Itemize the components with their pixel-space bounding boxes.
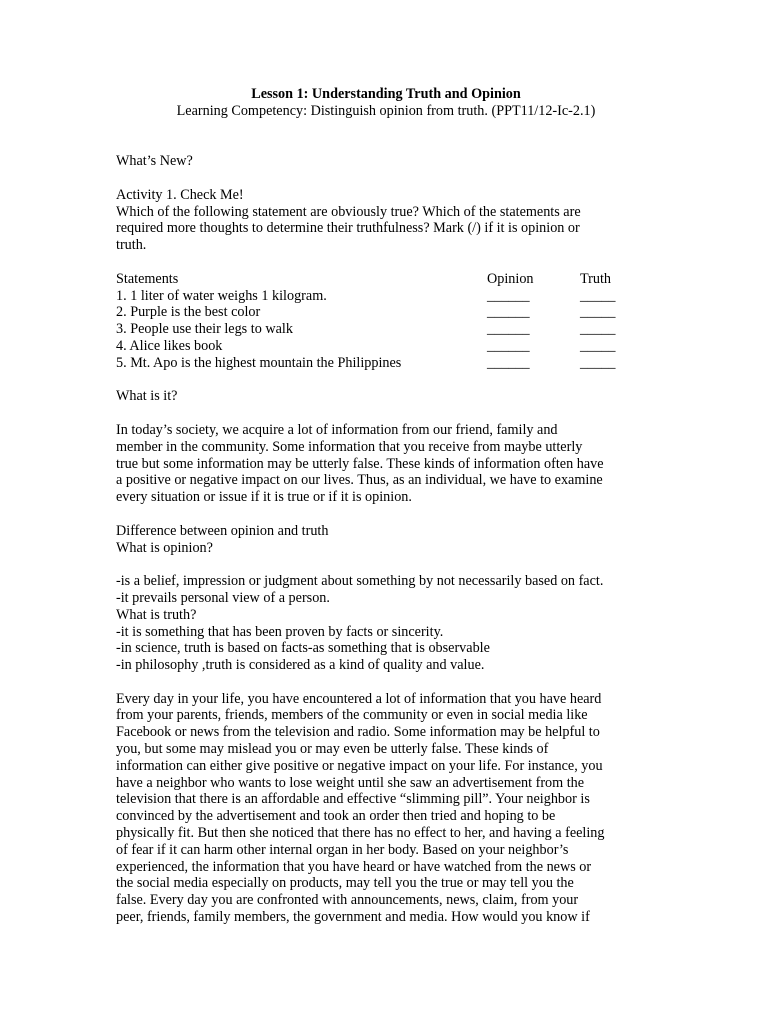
paragraph-line: have a neighbor who wants to lose weight until she saw an advertisement from the (116, 774, 585, 791)
opinion-blank: ______ (487, 354, 530, 371)
statement-text: 1. 1 liter of water weighs 1 kilogram. (116, 287, 327, 304)
statement-text: 4. Alice likes book (116, 337, 223, 354)
lesson-title: Lesson 1: Understanding Truth and Opinion (251, 86, 521, 102)
table-row (116, 304, 656, 321)
opinion-blank: ______ (487, 337, 530, 354)
table-row (116, 321, 656, 338)
table-row (116, 338, 656, 355)
learning-competency: Learning Competency: Distinguish opinion from truth. (PPT11/12-Ic-2.1) (176, 102, 596, 119)
paragraph-line: every situation or issue if it is true or if it is opinion. (116, 489, 412, 506)
truth-blank: _____ (580, 287, 616, 304)
opinion-blank: ______ (487, 287, 530, 304)
truth-blank: _____ (580, 304, 616, 321)
paragraph-line: physically fit. But then she noticed that there has no effect to her, and having a feeling (116, 825, 605, 842)
paragraph-line: the social media especially on products, may tell you the true or may tell you the (116, 875, 574, 892)
document-content (116, 86, 656, 926)
paragraph-line: television that there is an affordable and effective “slimming pill”. Your neighbor is (116, 791, 590, 808)
paragraph-line: of fear if it can harm other internal organ in her body. Based on your neighbor’s (116, 841, 569, 858)
opinion-question: What is opinion? (116, 539, 213, 556)
paragraph-line: member in the community. Some information that you receive from maybe utterly (116, 438, 583, 455)
truth-blank: _____ (580, 354, 616, 371)
paragraph-line: experienced, the information that you have heard or have watched from the news or (116, 858, 592, 875)
paragraph-line: information can either give positive or negative impact on your life. For instance, you (116, 757, 603, 774)
opinion-blank: ______ (487, 321, 530, 338)
paragraph-line: a positive or negative impact on our lives. Thus, as an individual, we have to examine (116, 472, 603, 489)
truth-question: What is truth? (116, 606, 197, 623)
statement-text: 5. Mt. Apo is the highest mountain the Philippines (116, 354, 402, 371)
activity-title: Activity 1. Check Me! (116, 186, 244, 203)
difference-heading: Difference between opinion and truth (116, 522, 329, 539)
paragraph-line: true but some information may be utterly false. These kinds of information often have (116, 455, 604, 472)
table-row (116, 288, 656, 305)
statement-text: 2. Purple is the best color (116, 304, 261, 321)
opinion-point: -is a belief, impression or judgment about something by not necessarily based on fact. (116, 573, 604, 590)
table-row (116, 355, 656, 372)
instruction-line: truth. (116, 237, 147, 254)
instruction-line: required more thoughts to determine their truthfulness? Mark (/) if it is opinion or (116, 220, 580, 237)
paragraph-line: from your parents, friends, members of the community or even in social media like (116, 707, 588, 724)
opinion-blank: ______ (487, 304, 530, 321)
truth-point: -it is something that has been proven by facts or sincerity. (116, 623, 444, 640)
paragraph-line: Every day in your life, you have encountered a lot of information that you have heard (116, 690, 602, 707)
paragraph-line: peer, friends, family members, the government and media. How would you know if (116, 909, 590, 926)
truth-header: Truth (580, 270, 612, 287)
opinion-header: Opinion (487, 270, 534, 287)
truth-point: -in philosophy ,truth is considered as a kind of quality and value. (116, 657, 485, 674)
truth-blank: _____ (580, 321, 616, 338)
paragraph-line: false. Every day you are confronted with announcements, news, claim, from your (116, 892, 579, 909)
truth-point: -in science, truth is based on facts-as something that is observable (116, 640, 490, 657)
statements-header: Statements (116, 270, 179, 287)
truth-blank: _____ (580, 337, 616, 354)
paragraph-line: you, but some may mislead you or may even be utterly false. These kinds of (116, 741, 549, 758)
paragraph-line: convinced by the advertisement and took an order then tried and hoping to be (116, 808, 556, 825)
table-header (116, 271, 656, 288)
statement-text: 3. People use their legs to walk (116, 321, 293, 338)
what-is-it-heading: What is it? (116, 388, 178, 405)
instruction-line: Which of the following statement are obviously true? Which of the statements are (116, 203, 581, 220)
whats-new-heading: What’s New? (116, 153, 193, 170)
paragraph-line: In today’s society, we acquire a lot of information from our friend, family and (116, 421, 558, 438)
opinion-point: -it prevails personal view of a person. (116, 589, 330, 606)
paragraph-line: Facebook or news from the television and radio. Some information may be helpful to (116, 724, 600, 741)
